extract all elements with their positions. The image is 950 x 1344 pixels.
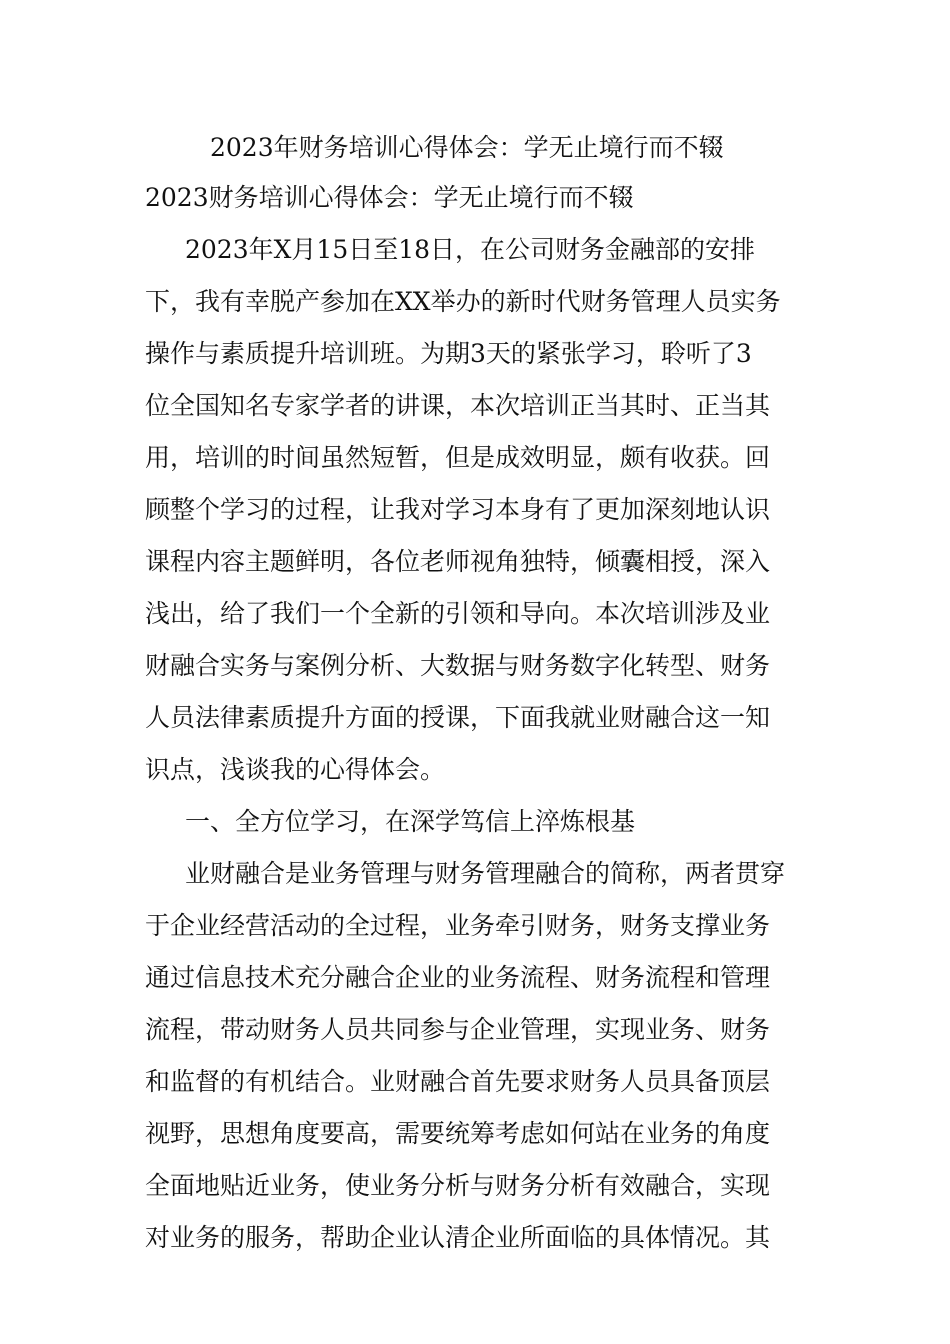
paragraph-line: 业财融合是业务管理与财务管理融合的简称，两者贯穿 <box>185 859 786 888</box>
paragraph-line: 顾整个学习的过程，让我对学习本身有了更加深刻地认识 <box>145 495 771 524</box>
paragraph-line: 课程内容主题鲜明，各位老师视角独特，倾囊相授，深入 <box>145 547 771 576</box>
paragraph-line: 和监督的有机结合。业财融合首先要求财务人员具备顶层 <box>145 1067 771 1096</box>
paragraph-line: 识点，浅谈我的心得体会。 <box>145 755 446 784</box>
document-subtitle: 2023财务培训心得体会：学无止境行而不辍 <box>145 183 634 212</box>
paragraph-line: 全面地贴近业务，使业务分析与财务分析有效融合，实现 <box>145 1171 771 1200</box>
section-heading: 一、全方位学习，在深学笃信上淬炼根基 <box>185 807 636 836</box>
paragraph-line: 视野，思想角度要高，需要统筹考虑如何站在业务的角度 <box>145 1119 771 1148</box>
paragraph-line: 2023年X月15日至18日，在公司财务金融部的安排 <box>185 235 756 264</box>
paragraph-line: 下，我有幸脱产参加在XX举办的新时代财务管理人员实务 <box>145 287 781 316</box>
paragraph-line: 操作与素质提升培训班。为期3天的紧张学习，聆听了3 <box>145 339 752 368</box>
paragraph-line: 对业务的服务，帮助企业认清企业所面临的具体情况。其 <box>145 1223 771 1252</box>
document-title: 2023年财务培训心得体会：学无止境行而不辍 <box>210 133 724 162</box>
paragraph-line: 于企业经营活动的全过程，业务牵引财务，财务支撑业务 <box>145 911 771 940</box>
paragraph-line: 浅出，给了我们一个全新的引领和导向。本次培训涉及业 <box>145 599 771 628</box>
paragraph-line: 人员法律素质提升方面的授课，下面我就业财融合这一知 <box>145 703 771 732</box>
paragraph-line: 流程，带动财务人员共同参与企业管理，实现业务、财务 <box>145 1015 771 1044</box>
paragraph-line: 财融合实务与案例分析、大数据与财务数字化转型、财务 <box>145 651 771 680</box>
paragraph-line: 通过信息技术充分融合企业的业务流程、财务流程和管理 <box>145 963 771 992</box>
paragraph-line: 位全国知名专家学者的讲课，本次培训正当其时、正当其 <box>145 391 771 420</box>
paragraph-line: 用，培训的时间虽然短暂，但是成效明显，颇有收获。回 <box>145 443 771 472</box>
